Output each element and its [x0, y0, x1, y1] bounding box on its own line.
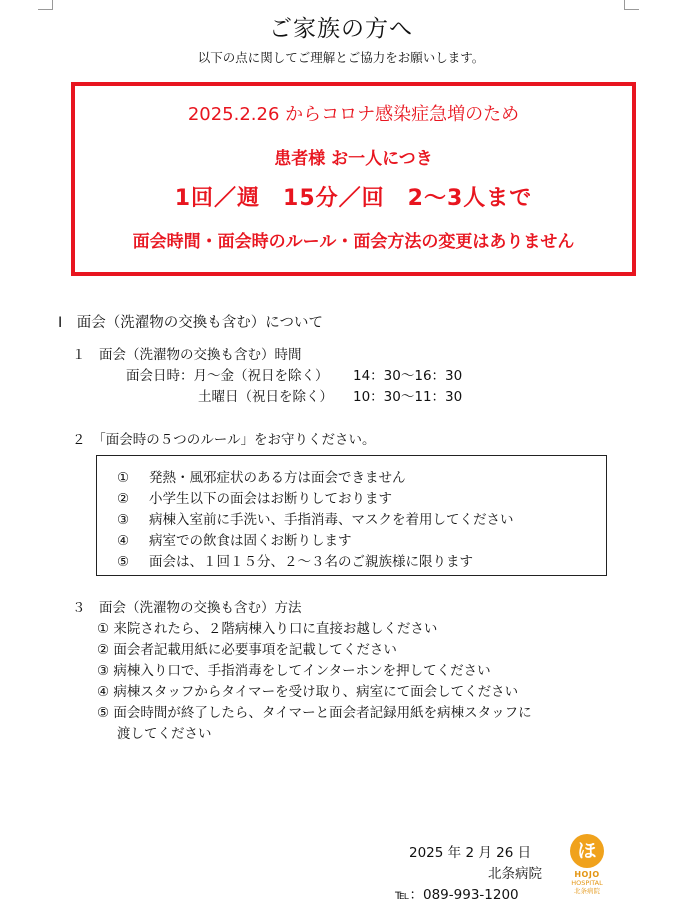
- hospital-name: 北条病院: [488, 866, 542, 882]
- method-step: ⑤ 面会時間が終了したら、タイマーと面会者記録用紙を病棟スタッフに: [97, 705, 532, 721]
- hours-heading: １ 面会（洗濯物の交換も含む）時間: [72, 347, 302, 363]
- logo-text-jp: 北条病院: [574, 887, 600, 895]
- page-subtitle: 以下の点に関してご理解とご協力をお願いします。: [197, 50, 485, 65]
- method-step: ① 来院されたら、２階病棟入り口に直接お越しください: [97, 621, 438, 637]
- rules-box: [96, 455, 607, 576]
- notice-line-per-patient: 患者様 お一人につき: [274, 149, 433, 169]
- method-step-continued: 渡してください: [117, 726, 212, 742]
- method-step: ③ 病棟入り口で、手指消毒をしてインターホンを押してください: [97, 663, 491, 679]
- page-title: ご家族の方へ: [269, 16, 413, 42]
- logo-text-en2: HOSPITAL: [571, 879, 603, 887]
- hospital-logo: [565, 834, 609, 895]
- rule-item: ② 小学生以下の面会はお断りしております: [117, 491, 392, 507]
- rule-item: ④ 病室での飲食は固くお断りします: [117, 533, 352, 549]
- method-heading: ３ 面会（洗濯物の交換も含む）方法: [72, 600, 302, 616]
- logo-text-en: HOJO: [574, 870, 600, 879]
- notice-line-no-change: 面会時間・面会時のルール・面会方法の変更はありません: [132, 232, 575, 252]
- rule-item: ⑤ 面会は、１回１５分、２～３名のご親族様に限ります: [117, 554, 473, 570]
- section-visiting-title: Ⅰ 面会（洗濯物の交換も含む）について: [58, 315, 323, 331]
- logo-mark-icon: ほ: [570, 834, 604, 868]
- weekday-hours-time: 14：30～16：30: [353, 368, 463, 384]
- saturday-hours-time: 10：30～11：30: [353, 389, 463, 405]
- rules-heading: ２ 「面会時の５つのルール」をお守りください。: [72, 432, 376, 448]
- method-step: ④ 病棟スタッフからタイマーを受け取り、病室にて面会してください: [97, 684, 519, 700]
- method-step: ② 面会者記載用紙に必要事項を記載してください: [97, 642, 397, 658]
- crop-mark-left: [38, 0, 53, 10]
- saturday-hours-label: 土曜日（祝日を除く）: [198, 389, 333, 405]
- covid-notice-box: [71, 82, 636, 276]
- phone-number: ℡：089-993-1200: [395, 887, 519, 903]
- notice-line-reason: 2025.2.26 からコロナ感染症急増のため: [187, 104, 520, 125]
- crop-mark-right: [624, 0, 639, 10]
- rule-item: ① 発熱・風邪症状のある方は面会できません: [117, 470, 406, 486]
- notice-line-limits: 1回／週 15分／回 2～3人まで: [174, 186, 533, 211]
- issue-date: 2025 年 2 月 26 日: [409, 845, 532, 861]
- weekday-hours-label: 面会日時：月～金（祝日を除く）: [126, 368, 329, 384]
- rule-item: ③ 病棟入室前に手洗い、手指消毒、マスクを着用してください: [117, 512, 514, 528]
